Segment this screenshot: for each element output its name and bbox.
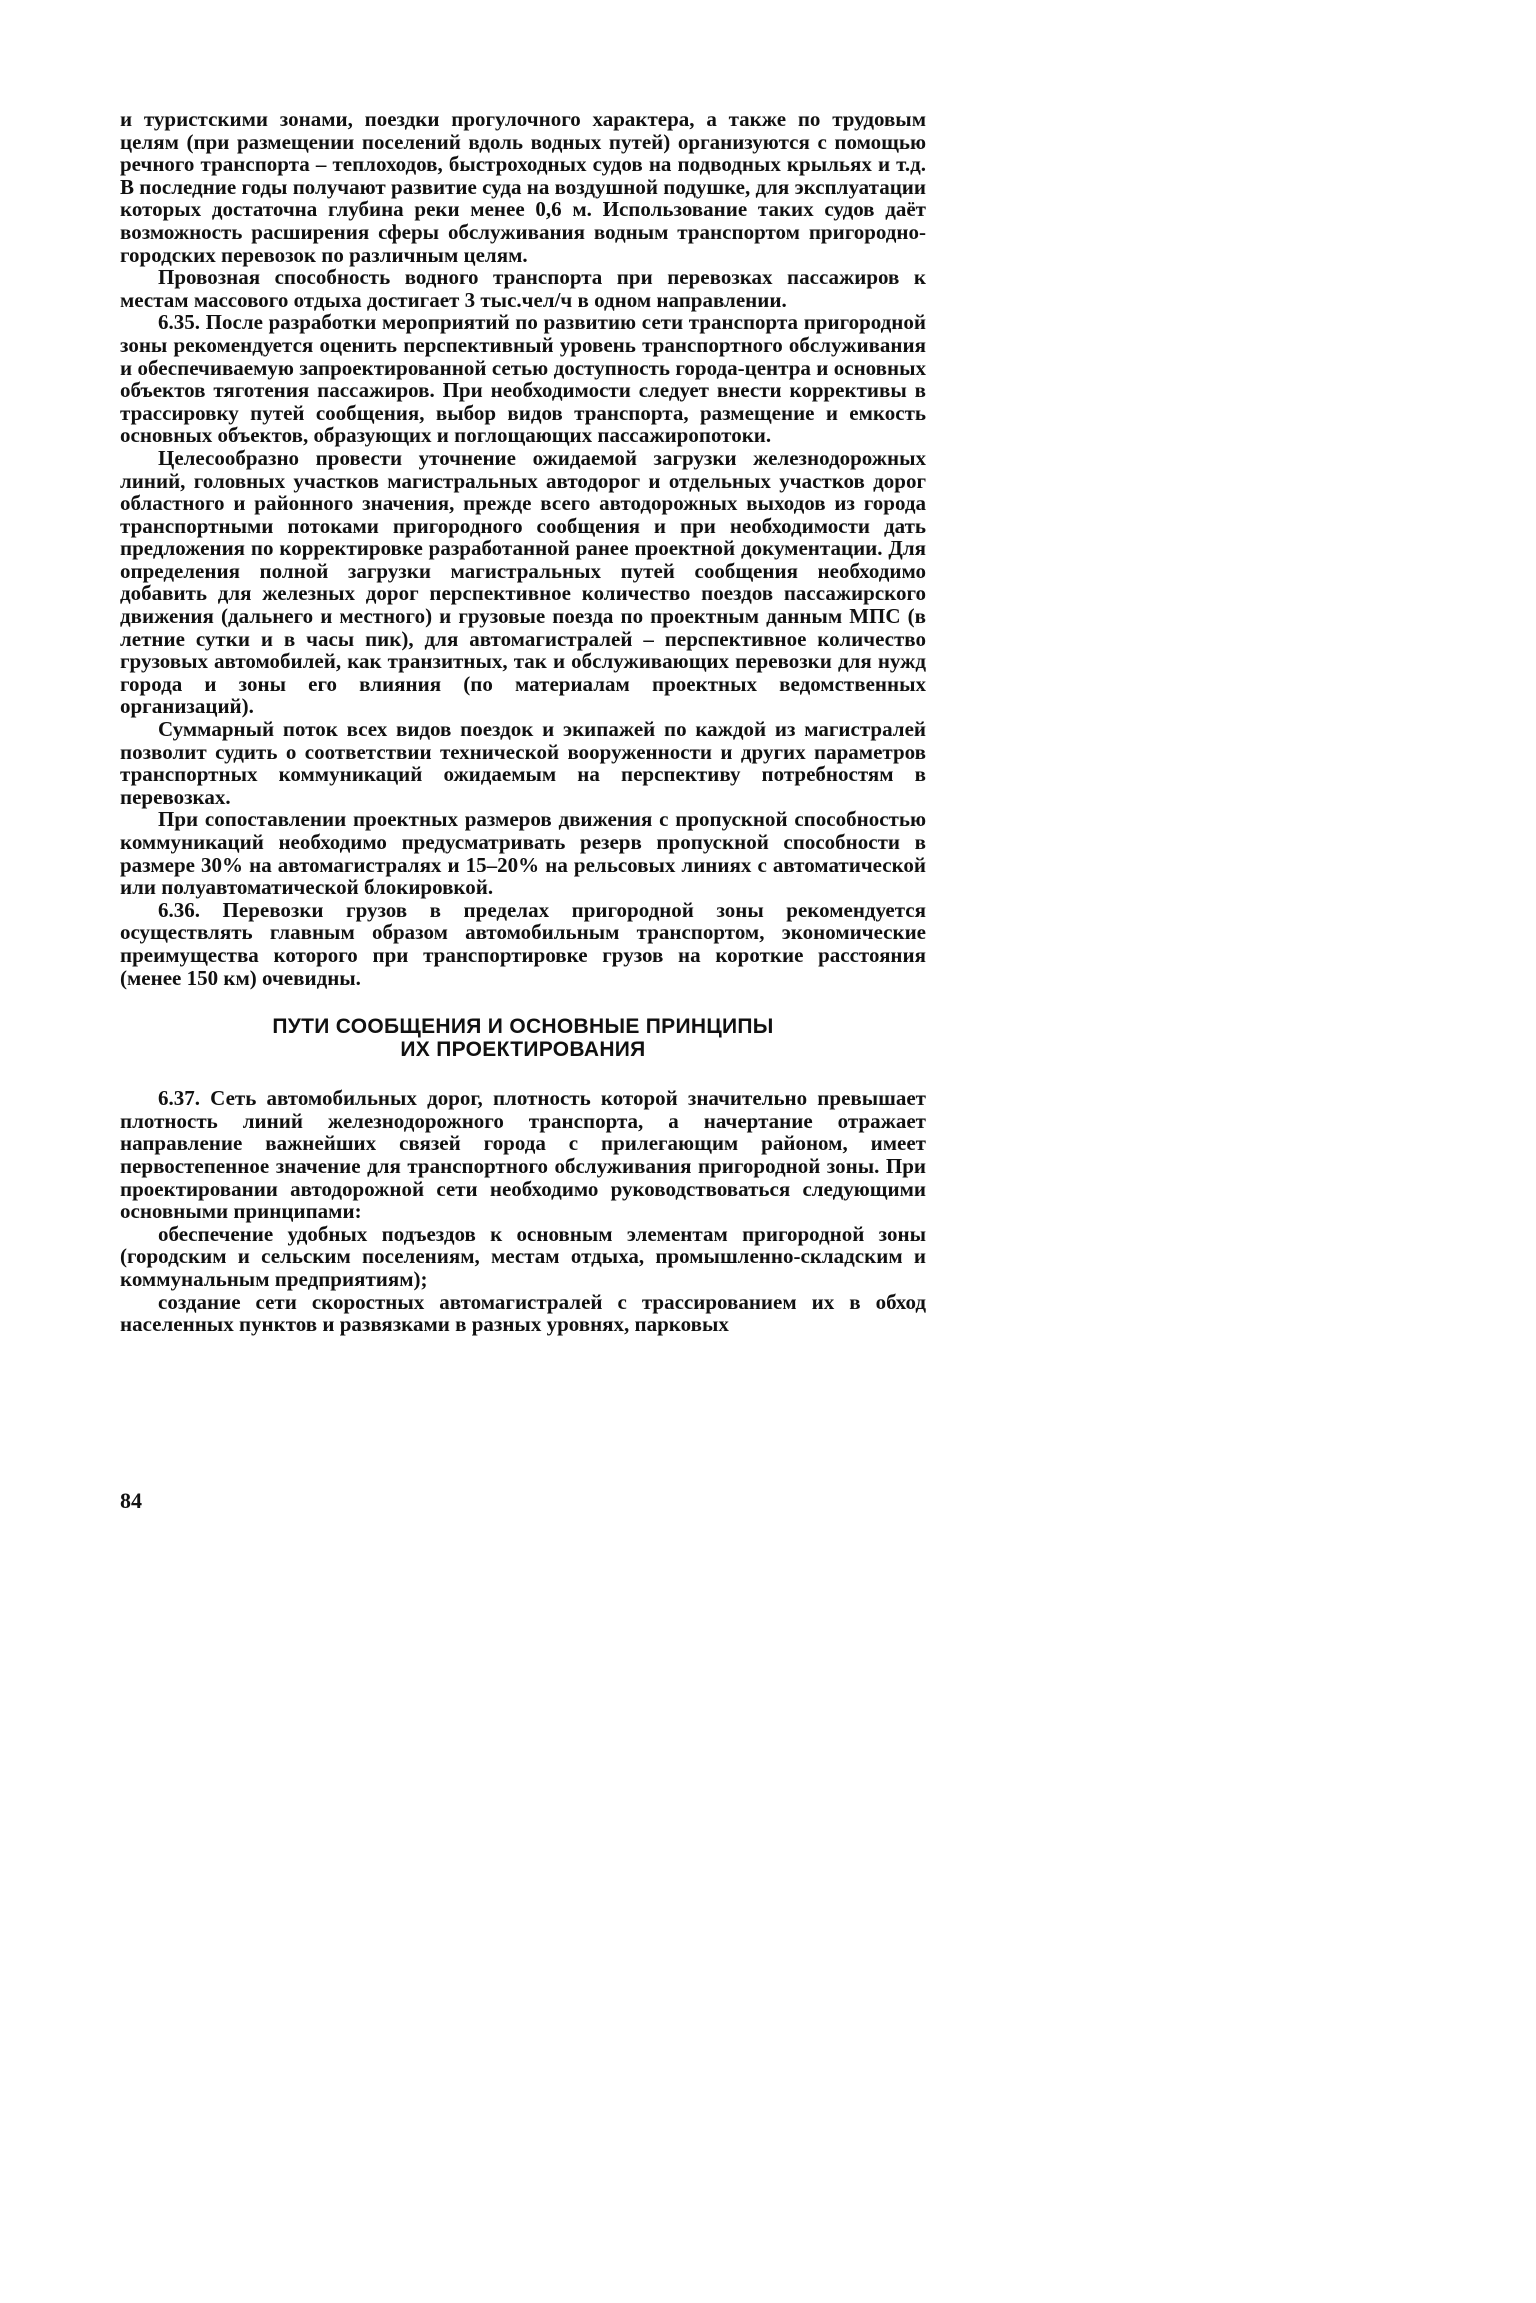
- document-page: [0, 0, 1050, 1574]
- paragraph-9: обеспечение удобных подъездов к основным элементам пригородной зоны (городским и сельским поселениям, местам отдыха, промышленно-складским и коммунальным предприятиям);: [120, 1221, 926, 1291]
- section-heading-line-2: ИХ ПРОЕКТИРОВАНИЯ: [400, 1038, 646, 1062]
- paragraph-5: Суммарный поток всех видов поездок и экипажей по каждой из магистралей позволит судить о соответствии технической вооруженности и других параметров транспортных коммуникаций ожидаемым на перспективу потребностям в перевозках.: [120, 717, 926, 809]
- paragraph-3: 6.35. После разработки мероприятий по развитию сети транспорта пригородной зоны рекомендуется оценить перспективный уровень транспортного обслуживания и обеспечиваемую запроектированной сетью доступность города-центра и основных объектов тяготения пассажиров. При необходимости следует внести коррективы в трассировку путей сообщения, выбор видов транспорта, размещение и емкость основных объектов, образующих и поглощающих пассажиропотоки.: [120, 310, 926, 448]
- section-heading: [120, 1015, 926, 1061]
- paragraph-8: 6.37. Сеть автомобильных дорог, плотность которой значительно превышает плотность линий железнодорожного транспорта, а начертание отражает направление важнейших связей города с прилегающим районом, имеет первостепенное значение для транспортного обслуживания пригородной зоны. При проектировании автодорожной сети необходимо руководствоваться следующими основными принципами:: [120, 1086, 926, 1224]
- paragraph-7: 6.36. Перевозки грузов в пределах пригородной зоны рекомендуется осуществлять главным образом автомобильным транспортом, экономические преимущества которого при транспортировке грузов на короткие расстояния (менее 150 км) очевидны.: [120, 897, 926, 990]
- body-text: [120, 108, 926, 1336]
- paragraph-2: Провозная способность водного транспорта при перевозках пассажиров к местам массового отдыха достигает 3 тыс.чел/ч в одном направлении.: [120, 265, 926, 312]
- paragraph-4: Целесообразно провести уточнение ожидаемой загрузки железнодорожных линий, головных участков магистральных автодорог и отдельных участков дорог областного и районного значения, прежде всего автодорожных выходов из города транспортными потоками пригородного сообщения и при необходимости дать предложения по корректировке разработанной ранее проектной документации. Для определения полной загрузки магистральных путей сообщения необходимо добавить для железных дорог перспективное количество поездов пассажирского движения (дальнего и местного) и грузовые поезда по проектным данным МПС (в летние сутки и в часы пик), для автомагистралей – перспективное количество грузовых автомобилей, как транзитных, так и обслуживающих перевозки для нужд города и зоны его влияния (по материалам проектных ведомственных организаций).: [120, 445, 926, 719]
- page-number: 84: [120, 1488, 142, 1513]
- paragraph-1: и туристскими зонами, поездки прогулочного характера, а также по трудовым целям (при размещении поселений вдоль водных путей) организуются с помощью речного транспорта – теплоходов, быстроходных судов на подводных крыльях и т.д. В последние годы получают развитие суда на воздушной подушке, для эксплуатации которых достаточна глубина реки менее 0,6 м. Использование таких судов даёт возможность расширения сферы обслуживания водным транспортом пригородно-городских перевозок по различным целям.: [120, 107, 926, 267]
- paragraph-10: создание сети скоростных автомагистралей с трассированием их в обход населенных пунктов и развязками в разных уровнях, парковых: [120, 1289, 926, 1337]
- paragraph-6: При сопоставлении проектных размеров движения с пропускной способностью коммуникаций необходимо предусматривать резерв пропускной способности в размере 30% на автомагистралях и 15–20% на рельсовых линиях с автоматической или полуавтоматической блокировкой.: [120, 807, 926, 900]
- section-heading-line-1: ПУТИ СООБЩЕНИЯ И ОСНОВНЫЕ ПРИНЦИПЫ: [272, 1015, 774, 1039]
